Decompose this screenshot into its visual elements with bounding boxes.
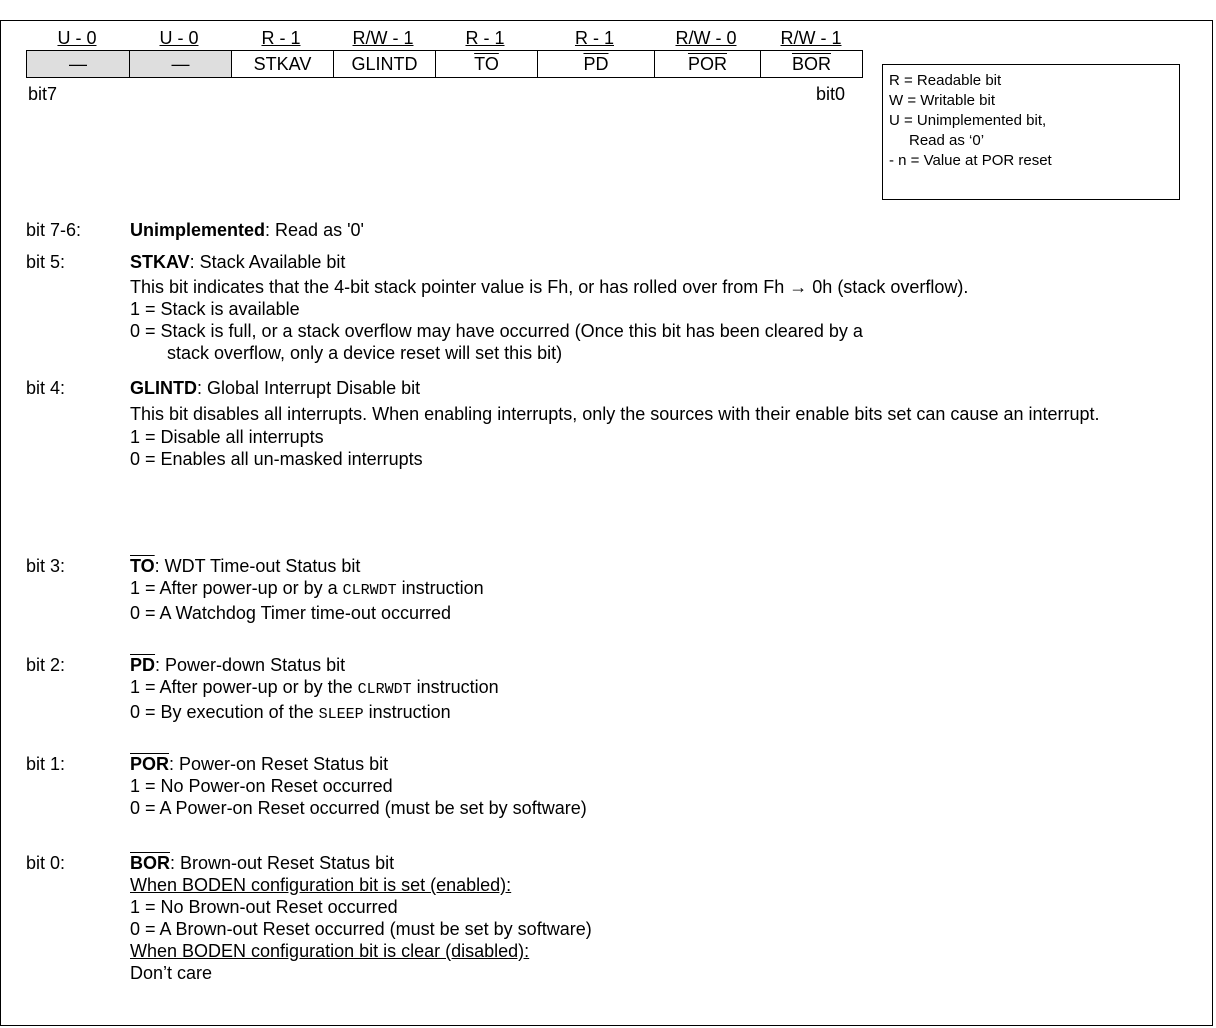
bit0-condition-disabled: When BODEN configuration bit is clear (disabled): (130, 941, 530, 961)
bit76-name: Unimplemented (130, 220, 266, 240)
bit4-option-1: 1 = Disable all interrupts (130, 427, 324, 447)
bit0-dont-care: Don’t care (130, 963, 213, 983)
bit3-name: $\overline{TO}$ (130, 556, 155, 576)
bit0-access: R/W - 1 (780, 28, 842, 48)
bit4-label: bit 4: (26, 378, 66, 398)
bit7-access: U - 0 (57, 28, 97, 48)
bit0-label-desc: bit 0: (26, 853, 66, 873)
bit5-option-1: 1 = Stack is available (130, 299, 300, 319)
bit1-cell: $\overline{POR}$ (654, 51, 760, 77)
bit2-name: $\overline{PD}$ (130, 655, 156, 675)
bit5-desc: : Stack Available bit (189, 252, 346, 272)
bit5-name: STKAV (130, 252, 190, 272)
bit3-access: R - 1 (465, 28, 505, 48)
bit3-cell: $\overline{TO}$ (435, 51, 537, 77)
legend-read-as-zero: Read as ‘0’ (909, 132, 985, 149)
legend-por-value: - n = Value at POR reset (889, 152, 1052, 169)
bit4-desc: : Global Interrupt Disable bit (197, 378, 421, 398)
bit4-cell: GLINTD (333, 51, 435, 77)
bit2-access: R - 1 (574, 28, 614, 48)
bit5-label: bit 5: (26, 252, 66, 272)
bit3-option-0: 0 = A Watchdog Timer time-out occurred (130, 603, 451, 623)
clrwdt-code: CLRWDT (342, 582, 397, 599)
bit0-name: $\overline{BOR}$ (130, 853, 170, 873)
bit2-desc: : Power-down Status bit (155, 655, 346, 675)
bit5-text: This bit indicates that the 4-bit stack pointer value is Fh, or has rolled over from Fh → 0h (stack overflow). (130, 277, 969, 297)
bit1-option-0: 0 = A Power-on Reset occurred (must be set by software) (130, 798, 587, 818)
bit5-option-0-cont: stack overflow, only a device reset will set this bit) (167, 343, 563, 363)
bit1-desc: : Power-on Reset Status bit (169, 754, 389, 774)
bit5-option-0: 0 = Stack is full, or a stack overflow may have occurred (Once this bit has been cleared by a (130, 321, 863, 341)
bit0-option-0: 0 = A Brown-out Reset occurred (must be set by software) (130, 919, 592, 939)
bit2-option-1: 1 = After power-up or by the CLRWDT instruction (130, 677, 499, 698)
legend-writable: W = Writable bit (889, 92, 996, 109)
bit3-option-1: 1 = After power-up or by a CLRWDT instruction (130, 578, 484, 599)
bit4-option-0: 0 = Enables all un-masked interrupts (130, 449, 423, 469)
legend-readable: R = Readable bit (889, 72, 1002, 89)
bit4-name: GLINTD (130, 378, 197, 398)
bit5-cell: STKAV (231, 51, 333, 77)
bit0-desc: : Brown-out Reset Status bit (170, 853, 395, 873)
bit5-access: R - 1 (261, 28, 301, 48)
bit1-label: bit 1: (26, 754, 66, 774)
bit0-option-1: 1 = No Brown-out Reset occurred (130, 897, 398, 917)
bit1-option-1: 1 = No Power-on Reset occurred (130, 776, 393, 796)
bit76-label: bit 7-6: (26, 220, 82, 240)
bit6-access: U - 0 (159, 28, 199, 48)
clrwdt-code: CLRWDT (357, 681, 412, 698)
bit1-name: $\overline{POR}$ (130, 754, 170, 774)
bit7-cell: — (27, 51, 129, 77)
legend-unimplemented: U = Unimplemented bit, (889, 112, 1047, 129)
bit0-condition-enabled: When BODEN configuration bit is set (enabled): (130, 875, 512, 895)
bit2-cell: $\overline{PD}$ (537, 51, 654, 77)
legend-box (882, 64, 1180, 200)
register-cells (26, 50, 863, 78)
register-header-row (26, 28, 863, 49)
bit6-cell: — (129, 51, 231, 77)
bit3-desc: : WDT Time-out Status bit (154, 556, 361, 576)
sleep-code: SLEEP (318, 706, 364, 723)
bit1-access: R/W - 0 (675, 28, 737, 48)
bit2-label: bit 2: (26, 655, 66, 675)
bit76-desc: : Read as '0' (265, 220, 364, 240)
bit4-text: This bit disables all interrupts. When enabling interrupts, only the sources with their enable bits set can cause an interrupt. (130, 404, 1100, 424)
bit4-access: R/W - 1 (352, 28, 414, 48)
bit3-label: bit 3: (26, 556, 66, 576)
bit7-label: bit7 (28, 84, 58, 104)
bit2-option-0: 0 = By execution of the SLEEP instruction (130, 702, 451, 723)
bit0-label: bit0 (816, 84, 846, 104)
bit0-cell: $\overline{BOR}$ (760, 51, 862, 77)
